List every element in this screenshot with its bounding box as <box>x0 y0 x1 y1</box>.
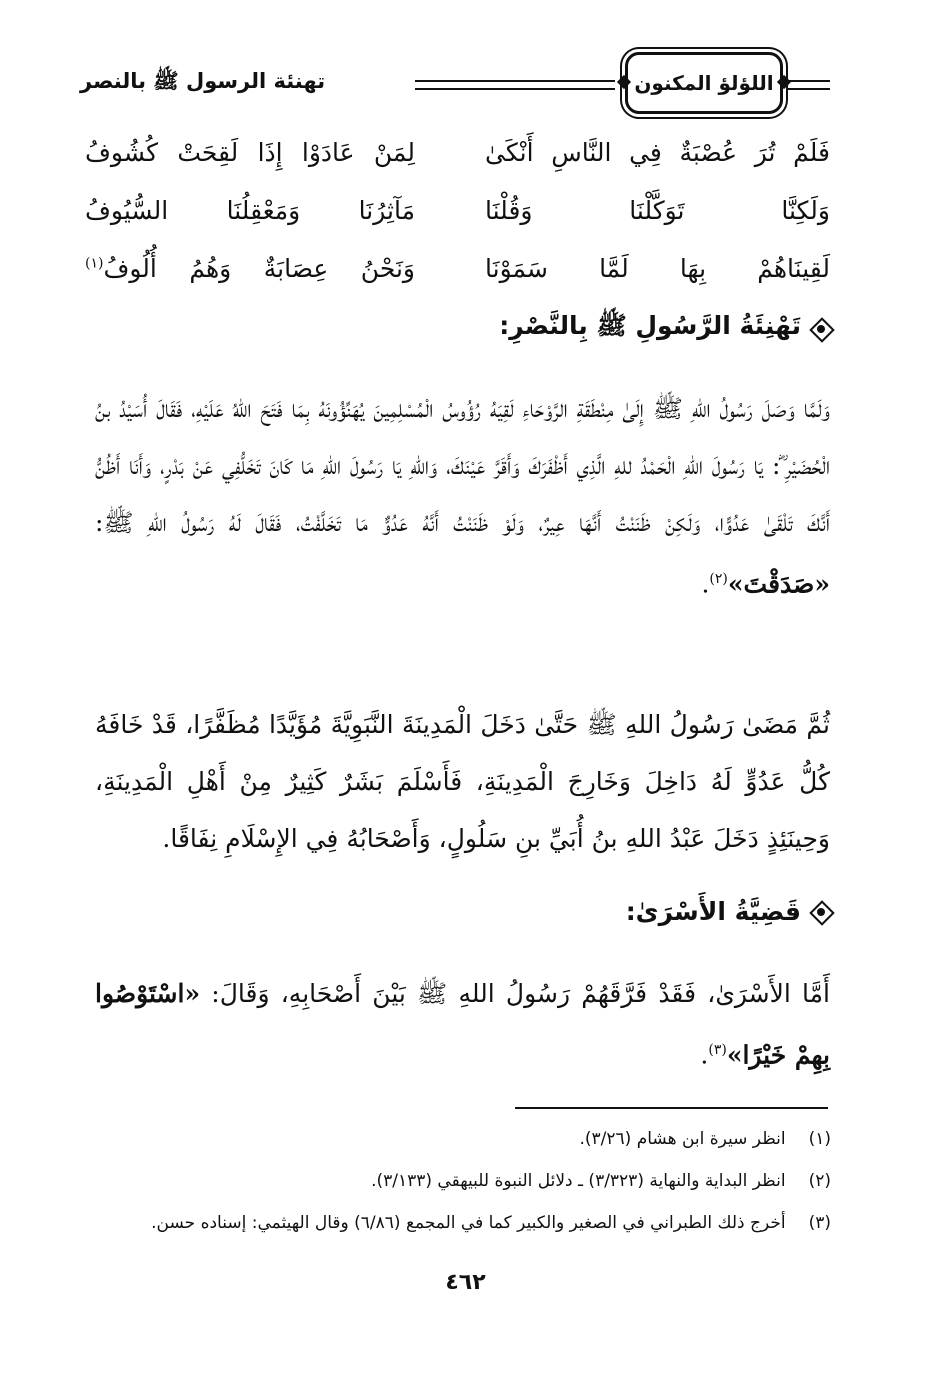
verse-second-hemistich: مَآثِرُنَا وَمَعْقِلُنَا السُّيُوفُ <box>85 196 415 225</box>
flower-bullet-icon <box>811 902 831 922</box>
poem-verse <box>85 196 830 254</box>
section-heading <box>626 897 831 926</box>
footnote <box>91 1208 831 1250</box>
verse-text: وَنَحْنُ عِصَابَةٌ وَهُمُ أُلُوفُ <box>103 254 415 283</box>
footnote-number: (٢) <box>808 1171 831 1191</box>
verse-second-hemistich: لِمَنْ عَادَوْا إِذَا لَقِحَتْ كُشُوفُ <box>85 138 415 167</box>
paragraph: ثُمَّ مَضَىٰ رَسُولُ اللهِ ﷺ حَتَّىٰ دَخَلَ الْمَدِينَةَ النَّبَوِيَّةَ مُؤَيَّدًا مُظَفَّرًا، قَدْ خَافَهُ كُلُّ عَدُوٍّ لَهُ دَاخِلَ وَخَارِجَ الْمَدِينَةِ، فَأَسْلَمَ بَشَرٌ كَثِيرٌ مِنْ أَهْلِ الْمَدِينَةِ، وَحِينَئِذٍ دَخَلَ عَبْدُ اللهِ بنُ أُبَيِّ بنِ سَلُولٍ، وَأَصْحَابُهُ فِي الإِسْلَامِ نِفَاقًا. <box>95 710 830 853</box>
paragraph <box>95 380 830 612</box>
footnote-ref: (٣) <box>708 1042 727 1058</box>
paragraph-end: . <box>701 569 710 599</box>
section-heading-text: تَهْنِئَةُ الرَّسُولِ ﷺ بِالنَّصْرِ: <box>499 311 801 340</box>
poem-verse <box>85 138 830 196</box>
paragraph <box>95 965 830 1083</box>
page-number: ٤٦٢ <box>445 1270 486 1295</box>
verse-second-hemistich <box>85 254 415 283</box>
paragraph-text: أَمَّا الأَسْرَىٰ، فَقَدْ فَرَّقَهُمْ رَسُولُ اللهِ ﷺ بَيْنَ أَصْحَابِهِ، وَقَالَ: <box>211 979 830 1008</box>
footnote <box>91 1124 831 1166</box>
footnote-text: انظر سيرة ابن هشام (٣/٢٦). <box>579 1129 786 1149</box>
header-rule <box>415 80 615 90</box>
footnote-text: أخرج ذلك الطبراني في الصغير والكبير كما في المجمع (٦/٨٦) وقال الهيثمي: إسناده حسن. <box>151 1213 786 1233</box>
prophet-quote: «اسْتَوْصُوا بِهِمْ خَيْرًا» <box>95 979 830 1070</box>
header-book-title: اللؤلؤ المكنون <box>634 71 774 95</box>
poem <box>85 138 830 312</box>
paragraph-text: وَلَمَّا وَصَلَ رَسُولُ اللهِ ﷺ إِلَىٰ مِنْطَقَةِ الرَّوْحَاءِ لَقِيَهُ رُؤُوسُ الْمُسْلِمِينَ يُهَنِّؤُونَهُ بِمَا فَتَحَ اللهُ عَلَيْهِ، فَقَالَ أُسَيْدُ بنُ الْحُضَيْرِ ؓ: يَا رَسُولَ اللهِ الْحَمْدُ للهِ الَّذِي أَظْفَرَكَ وَأَقَرَّ عَيْنَكَ، وَاللهِ يَا رَسُولَ اللهِ مَا كَانَ تَخَلُّفِي عَنْ بَدْرٍ، وَأَنَا أَظُنُّ أَنَّكَ تَلْقَىٰ عَدُوًّا، وَلَكِنْ ظَنَنْتُ أَنَّهَا عِيرٌ، وَلَوْ ظَنَنْتُ أَنَّهُ عَدُوٌّ مَا تَخَلَّفْتُ، فَقَالَ لَهُ رَسُولُ اللهِ ﷺ: <box>95 394 830 537</box>
section-heading <box>499 310 831 347</box>
prophet-quote: «صَدَقْتَ» <box>727 569 830 599</box>
verse-first-hemistich: لَقِينَاهُمْ بِهَا لَمَّا سَمَوْنَا <box>485 254 830 283</box>
paragraph-end: . <box>700 1040 709 1070</box>
footnotes <box>91 1124 831 1250</box>
running-header <box>80 56 830 126</box>
flower-bullet-icon <box>811 319 831 339</box>
header-section-title: تهنئة الرسول ﷺ بالنصر <box>80 69 326 93</box>
ornament-diamond-icon <box>617 75 631 89</box>
footnote-ref: (٢) <box>709 571 728 587</box>
footnote-text: انظر البداية والنهاية (٣/٣٢٣) ـ دلائل النبوة للبيهقي (٣/١٣٣). <box>371 1171 786 1191</box>
footnote <box>91 1166 831 1208</box>
footnote-separator <box>515 1107 828 1109</box>
footnote-ref: (١) <box>85 255 104 272</box>
header-rule <box>788 80 830 90</box>
verse-first-hemistich: فَلَمْ تُرَ عُصْبَةٌ فِي النَّاسِ أَنْكَىٰ <box>485 138 830 167</box>
section-heading-text: قَضِيَّةُ الأَسْرَىٰ: <box>625 897 801 926</box>
header-ornament-frame <box>625 52 783 114</box>
footnote-number: (٣) <box>808 1213 831 1233</box>
poem-verse <box>85 254 830 312</box>
verse-first-hemistich: وَلَكِنَّا تَوَكَّلْنَا وَقُلْنَا <box>485 196 830 225</box>
footnote-number: (١) <box>808 1129 831 1149</box>
